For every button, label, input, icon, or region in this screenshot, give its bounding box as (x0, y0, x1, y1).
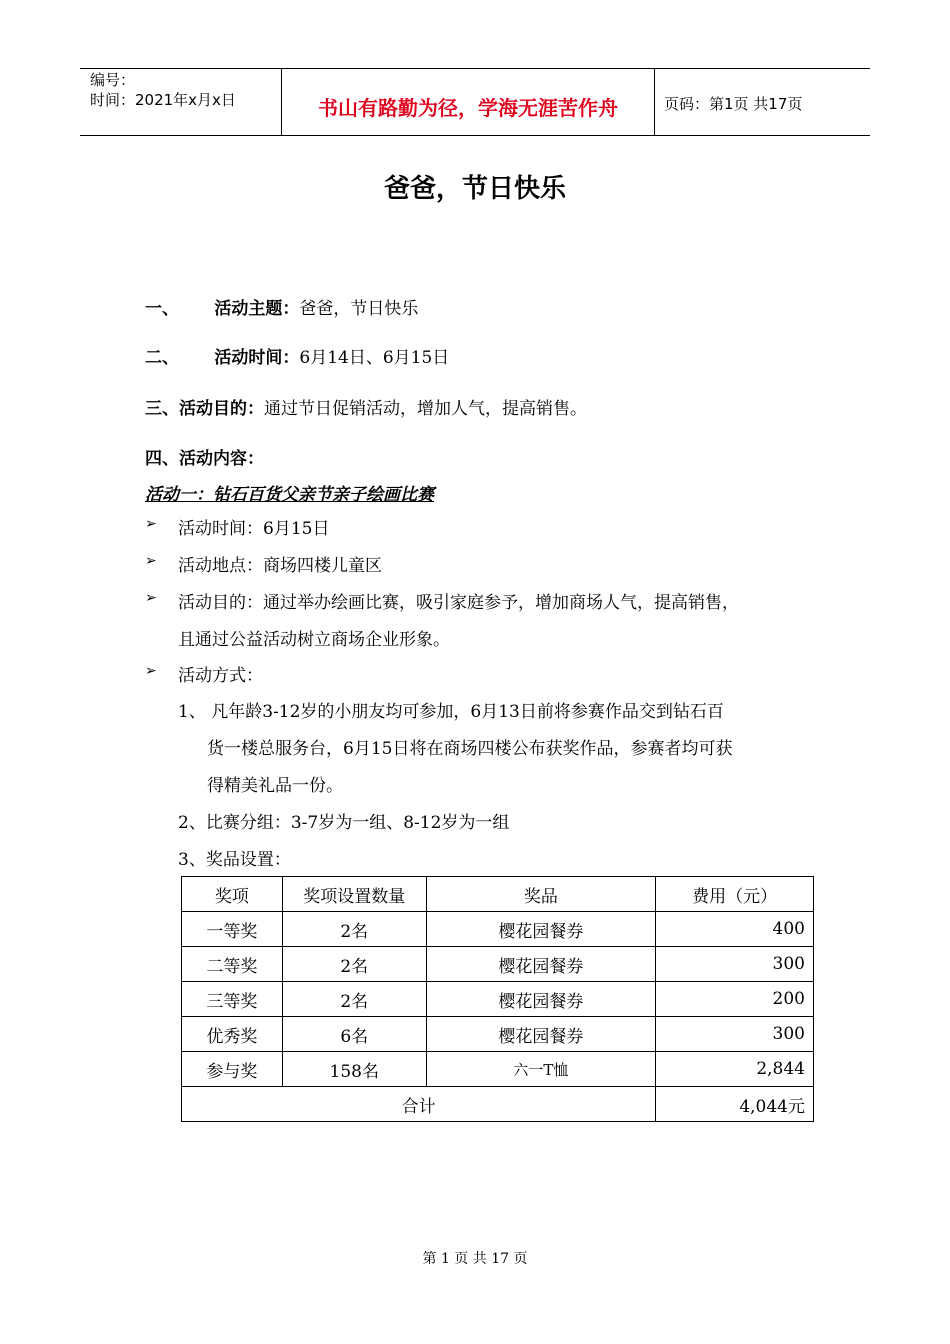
table-cell: 2名 (282, 947, 426, 982)
table-row (182, 912, 814, 947)
prize-table (181, 876, 814, 1122)
header-bottom-rule (80, 135, 870, 136)
section-2-number: 二、 (145, 348, 179, 368)
section-3-label: 三、活动目的： (145, 399, 264, 419)
rule-item-3: 3、奖品设置： (178, 850, 291, 870)
table-cell: 2,844 (656, 1052, 814, 1087)
table-header-cell: 费用（元） (656, 877, 814, 912)
arrow-bullet-icon: ➢ (145, 663, 157, 679)
section-2-label: 活动时间： (214, 348, 300, 368)
table-cell: 300 (656, 1017, 814, 1052)
arrow-bullet-icon: ➢ (145, 553, 157, 569)
table-total-label: 合计 (182, 1087, 656, 1122)
table-header-cell: 奖项设置数量 (282, 877, 426, 912)
section-1-label: 活动主题： (214, 299, 300, 319)
table-header-row (182, 877, 814, 912)
table-cell: 樱花园餐券 (426, 947, 656, 982)
rule-item-1-line-2: 货一楼总服务台，6月15日将在商场四楼公布获奖作品，参赛者均可获 (207, 739, 733, 759)
table-cell: 一等奖 (182, 912, 283, 947)
header-number: 编号： (90, 71, 136, 89)
section-1-text: 爸爸，节日快乐 (299, 299, 419, 319)
section-2 (145, 343, 449, 368)
header-top-rule (80, 68, 870, 69)
table-cell: 参与奖 (182, 1052, 283, 1087)
table-cell: 樱花园餐券 (426, 912, 656, 947)
table-cell: 二等奖 (182, 947, 283, 982)
table-cell: 158名 (282, 1052, 426, 1087)
section-3-text: 通过节日促销活动，增加人气，提高销售。 (264, 399, 587, 419)
arrow-bullet-icon: ➢ (145, 516, 157, 532)
table-row (182, 1017, 814, 1052)
table-cell: 三等奖 (182, 982, 283, 1017)
table-cell: 优秀奖 (182, 1017, 283, 1052)
activity-1-purpose-line-1: 活动目的：通过举办绘画比赛，吸引家庭参予，增加商场人气，提高销售， (178, 593, 739, 613)
header-page-info: 页码：第1页 共17页 (664, 95, 803, 113)
section-4-label: 四、活动内容： (145, 449, 264, 469)
table-total-value: 4,044元 (656, 1087, 814, 1122)
activity-1-title: 活动一：钻石百货父亲节亲子绘画比赛 (145, 485, 434, 505)
page-title: 爸爸，节日快乐 (383, 174, 566, 204)
table-cell: 2名 (282, 912, 426, 947)
table-cell: 200 (656, 982, 814, 1017)
activity-1-time: 活动时间：6月15日 (178, 519, 330, 539)
table-cell: 400 (656, 912, 814, 947)
table-total-row (182, 1087, 814, 1122)
table-row (182, 1052, 814, 1087)
table-cell: 樱花园餐券 (426, 982, 656, 1017)
table-row (182, 947, 814, 982)
page-footer: 第 1 页 共 17 页 (422, 1251, 528, 1267)
header-motto: 书山有路勤为径，学海无涯苦作舟 (318, 96, 618, 120)
table-cell: 樱花园餐券 (426, 1017, 656, 1052)
table-cell: 6名 (282, 1017, 426, 1052)
header-time: 时间：2021年x月x日 (90, 91, 236, 109)
section-1-number: 一、 (145, 299, 179, 319)
arrow-bullet-icon: ➢ (145, 590, 157, 606)
table-header-cell: 奖品 (426, 877, 656, 912)
activity-1-method: 活动方式： (178, 666, 263, 686)
activity-1-purpose-line-2: 且通过公益活动树立商场企业形象。 (178, 630, 450, 650)
rule-item-2: 2、比赛分组：3-7岁为一组、8-12岁为一组 (178, 813, 510, 833)
section-2-text: 6月14日、6月15日 (299, 348, 450, 368)
table-header-cell: 奖项 (182, 877, 283, 912)
section-1 (145, 294, 418, 319)
section-3 (145, 394, 587, 419)
rule-item-1-line-3: 得精美礼品一份。 (207, 776, 343, 796)
table-cell: 2名 (282, 982, 426, 1017)
table-row (182, 982, 814, 1017)
table-cell: 300 (656, 947, 814, 982)
header-divider-right (654, 68, 655, 136)
activity-1-place: 活动地点：商场四楼儿童区 (178, 556, 382, 576)
table-cell: 六一T恤 (426, 1052, 656, 1087)
rule-item-1-line-1: 1、 凡年龄3-12岁的小朋友均可参加，6月13日前将参赛作品交到钻石百 (178, 702, 724, 722)
